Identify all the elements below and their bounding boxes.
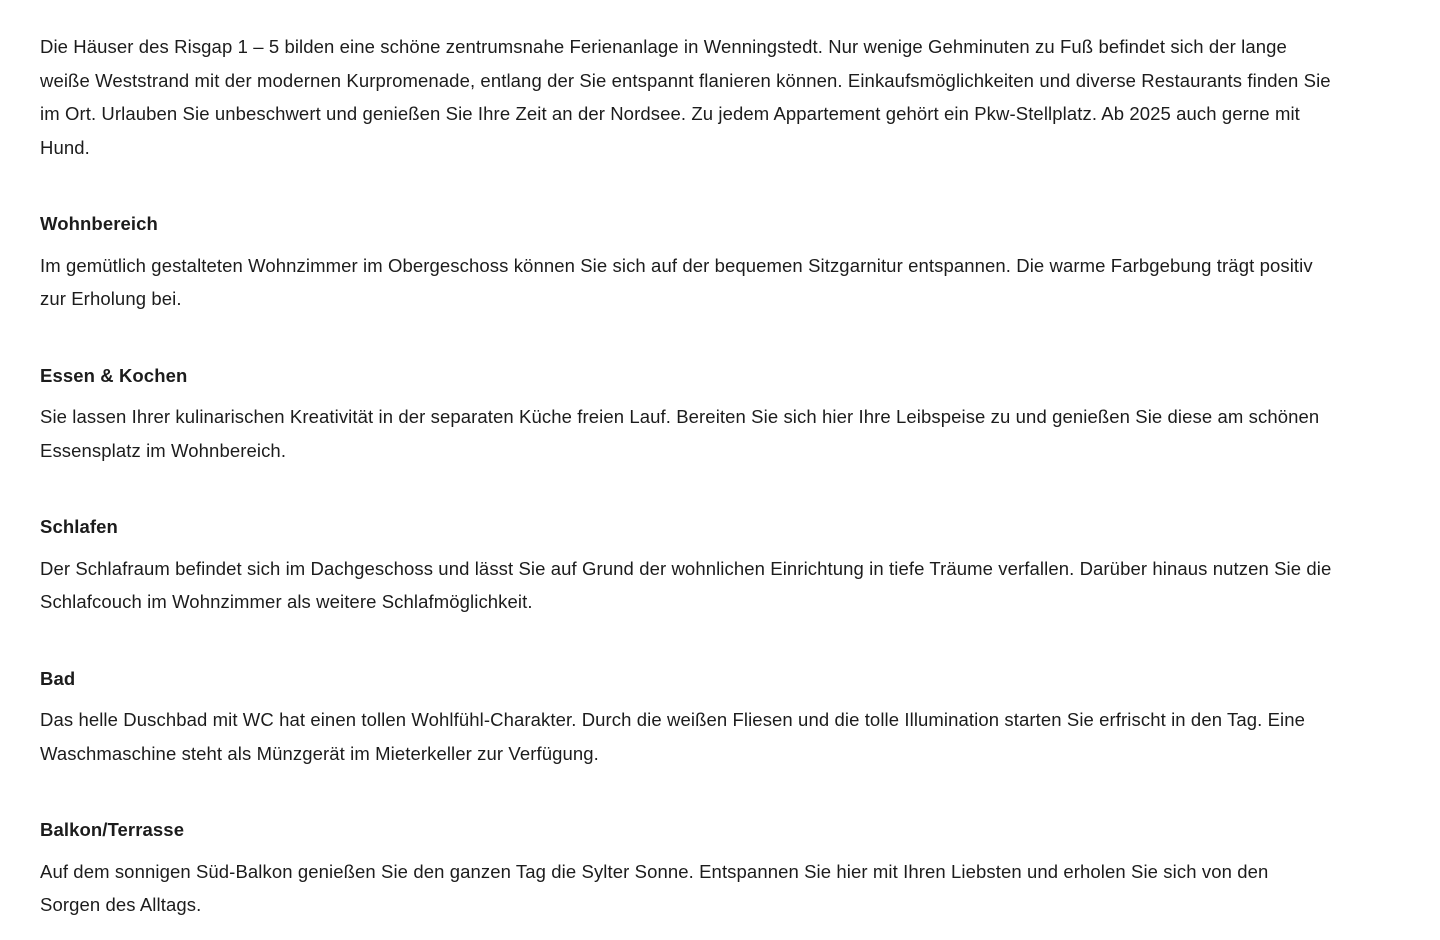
section-heading-schlafen: Schlafen bbox=[40, 516, 118, 537]
section-heading-balkon-terrasse: Balkon/Terrasse bbox=[40, 819, 185, 840]
section-body-schlafen: Der Schlafraum befindet sich im Dachgeschoss und lässt Sie auf Grund der wohnlichen Einrichtung in tiefe Träume verfallen. Darüber hinaus nutzen Sie die Schlafcouch im Wohnzimmer als weitere Schlafmöglichkeit. bbox=[40, 557, 1332, 612]
section-body-wohnbereich: Im gemütlich gestalteten Wohnzimmer im Obergeschoss können Sie sich auf der bequemen Sitzgarnitur entspannen. Die warme Farbgebung trägt positiv zur Erholung bei. bbox=[40, 254, 1313, 309]
section-body-bad: Das helle Duschbad mit WC hat einen tollen Wohlfühl-Charakter. Durch die weißen Fliesen und die tolle Illumination starten Sie erfrischt in den Tag. Eine Waschmaschine steht als Münzgerät im Mieterkeller zur Verfügung. bbox=[40, 709, 1306, 764]
section-body-balkon-terrasse: Auf dem sonnigen Süd-Balkon genießen Sie den ganzen Tag die Sylter Sonne. Entspannen Sie hier mit Ihren Liebsten und erholen Sie sich von den Sorgen des Alltags. bbox=[40, 860, 1269, 915]
intro-paragraph: Die Häuser des Risgap 1 – 5 bilden eine schöne zentrumsnahe Ferienanlage in Wenningstedt. Nur wenige Gehminuten zu Fuß befindet sich der lange weiße Weststrand mit der modernen Kurpromenade, entlang der Sie entspannt flanieren können. Einkaufsmöglichkeiten und diverse Restaurants finden Sie im Ort. Urlauben Sie unbeschwert und genießen Sie Ihre Zeit an der Nordsee. Zu jedem Appartement gehört ein Pkw-Stellplatz. Ab 2025 auch gerne mit Hund. bbox=[40, 36, 1331, 158]
section-heading-bad: Bad bbox=[40, 667, 76, 689]
section-heading-essen-kochen: Essen & Kochen bbox=[40, 364, 188, 386]
section-heading-wohnbereich: Wohnbereich bbox=[40, 213, 158, 234]
section-body-essen-kochen: Sie lassen Ihrer kulinarischen Kreativität in der separaten Küche freien Lauf. Bereiten Sie sich hier Ihre Leibspeise zu und genießen Sie diese am schönen Essensplatz im Wohnbereich. bbox=[40, 406, 1320, 461]
